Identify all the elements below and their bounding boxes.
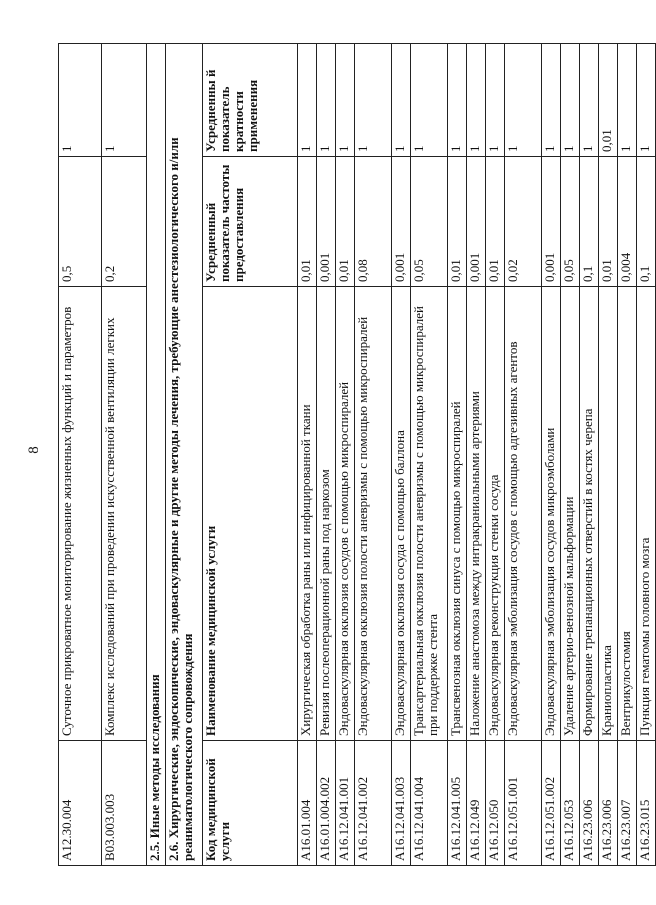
table-row bbox=[486, 44, 505, 866]
table-row bbox=[298, 44, 317, 866]
cell-name: Пункция гематомы головного мозга bbox=[637, 287, 656, 741]
section-row bbox=[166, 44, 203, 866]
cell-mult: 1 bbox=[637, 44, 656, 157]
cell-mult: 1 bbox=[448, 44, 467, 157]
cell-code: A16.12.041.001 bbox=[336, 741, 355, 866]
table-row bbox=[505, 44, 542, 866]
cell-name: Суточное прикроватное мониторирование жизненных функций и параметров bbox=[59, 287, 102, 741]
cell-name: Эндоваскулярная реконструкция стенки сосуда bbox=[486, 287, 505, 741]
cell-freq: 0,02 bbox=[505, 157, 542, 287]
header-freq: Усредненный показатель частоты предоставления bbox=[203, 157, 298, 287]
services-table bbox=[58, 43, 656, 866]
table-row bbox=[317, 44, 336, 866]
cell-code: A16.12.041.003 bbox=[392, 741, 411, 866]
cell-code: A16.23.006 bbox=[599, 741, 618, 866]
cell-freq: 0,01 bbox=[298, 157, 317, 287]
cell-mult: 1 bbox=[317, 44, 336, 157]
cell-mult: 1 bbox=[561, 44, 580, 157]
section-2-6-title: 2.6. Хирургические, эндоскопические, эндоваскулярные и другие методы лечения, требующие анестезиологического и/или реаниматологического сопровождения bbox=[166, 44, 203, 866]
cell-freq: 0,1 bbox=[637, 157, 656, 287]
cell-name: Эндоваскулярная эмболизация сосудов микроэмболами bbox=[542, 287, 561, 741]
cell-code: B03.003.003 bbox=[102, 741, 147, 866]
cell-code: A12.30.004 bbox=[59, 741, 102, 866]
table-row bbox=[355, 44, 392, 866]
page-number: 8 bbox=[26, 446, 42, 454]
cell-mult: 1 bbox=[411, 44, 448, 157]
cell-mult: 1 bbox=[467, 44, 486, 157]
cell-name: Наложение анастомоза между интракраниальными артериями bbox=[467, 287, 486, 741]
cell-name: Эндоваскулярная эмболизация сосудов с помощью адгезивных агентов bbox=[505, 287, 542, 741]
cell-mult: 1 bbox=[336, 44, 355, 157]
cell-code: A16.01.004.002 bbox=[317, 741, 336, 866]
cell-code: A16.12.041.004 bbox=[411, 741, 448, 866]
cell-name: Хирургическая обработка раны или инфицированной ткани bbox=[298, 287, 317, 741]
cell-freq: 0,01 bbox=[448, 157, 467, 287]
table-row bbox=[599, 44, 618, 866]
cell-mult: 1 bbox=[505, 44, 542, 157]
cell-freq: 0,2 bbox=[102, 157, 147, 287]
cell-freq: 0,001 bbox=[542, 157, 561, 287]
cell-code: A16.23.015 bbox=[637, 741, 656, 866]
cell-name: Формирование трепанационных отверстий в костях черепа bbox=[580, 287, 599, 741]
cell-freq: 0,08 bbox=[355, 157, 392, 287]
cell-mult: 1 bbox=[355, 44, 392, 157]
rotated-page-content bbox=[58, 44, 652, 866]
cell-name: Ревизия послеоперационной раны под наркозом bbox=[317, 287, 336, 741]
cell-freq: 0,001 bbox=[392, 157, 411, 287]
cell-freq: 0,004 bbox=[618, 157, 637, 287]
table-row bbox=[618, 44, 637, 866]
cell-code: A16.12.051.002 bbox=[542, 741, 561, 866]
header-name: Наименование медицинской услуги bbox=[203, 287, 298, 741]
table-row bbox=[392, 44, 411, 866]
table-row bbox=[467, 44, 486, 866]
cell-mult: 1 bbox=[618, 44, 637, 157]
table-row bbox=[637, 44, 656, 866]
top-rows bbox=[59, 44, 147, 866]
table-header bbox=[203, 44, 298, 866]
cell-freq: 0,1 bbox=[580, 157, 599, 287]
cell-freq: 0,05 bbox=[561, 157, 580, 287]
cell-code: A16.23.006 bbox=[580, 741, 599, 866]
header-code: Код медицинской услуги bbox=[203, 741, 298, 866]
cell-code: A16.12.049 bbox=[467, 741, 486, 866]
cell-code: A16.12.051.001 bbox=[505, 741, 542, 866]
header-mult: Усредненны й показатель кратности применения bbox=[203, 44, 298, 157]
cell-mult: 1 bbox=[102, 44, 147, 157]
cell-mult: 1 bbox=[59, 44, 102, 157]
cell-mult: 1 bbox=[580, 44, 599, 157]
cell-mult: 1 bbox=[542, 44, 561, 157]
cell-mult: 0,01 bbox=[599, 44, 618, 157]
cell-code: A16.12.041.005 bbox=[448, 741, 467, 866]
cell-mult: 1 bbox=[392, 44, 411, 157]
table-row bbox=[102, 44, 147, 866]
table-row bbox=[580, 44, 599, 866]
cell-name: Эндоваскулярная окклюзия сосуда с помощью баллона bbox=[392, 287, 411, 741]
cell-freq: 0,001 bbox=[467, 157, 486, 287]
table-row bbox=[411, 44, 448, 866]
cell-code: A16.12.050 bbox=[486, 741, 505, 866]
cell-code: A16.01.004 bbox=[298, 741, 317, 866]
cell-mult: 1 bbox=[486, 44, 505, 157]
section-row bbox=[147, 44, 166, 866]
table-row bbox=[542, 44, 561, 866]
cell-code: A16.12.041.002 bbox=[355, 741, 392, 866]
cell-name: Трансвенозная окклюзия синуса с помощью микроспиралей bbox=[448, 287, 467, 741]
sections bbox=[147, 44, 298, 866]
cell-name: Удаление артерио-венозной мальформации bbox=[561, 287, 580, 741]
cell-name: Комплекс исследований при проведении искусственной вентиляции легких bbox=[102, 287, 147, 741]
cell-freq: 0,001 bbox=[317, 157, 336, 287]
section-2-5-title: 2.5. Иные методы исследования bbox=[147, 44, 166, 866]
cell-freq: 0,01 bbox=[486, 157, 505, 287]
cell-mult: 1 bbox=[298, 44, 317, 157]
table-row bbox=[561, 44, 580, 866]
service-rows bbox=[298, 44, 656, 866]
table-row bbox=[336, 44, 355, 866]
cell-code: A16.23.007 bbox=[618, 741, 637, 866]
cell-name: Трансартериальная окклюзия полости аневризмы с помощью микроспиралей при поддержке стента bbox=[411, 287, 448, 741]
cell-name: Краниопластика bbox=[599, 287, 618, 741]
cell-freq: 0,01 bbox=[599, 157, 618, 287]
cell-freq: 0,05 bbox=[411, 157, 448, 287]
cell-freq: 0,01 bbox=[336, 157, 355, 287]
cell-name: Эндоваскулярная окклюзия сосудов с помощью микроспиралей bbox=[336, 287, 355, 741]
cell-name: Эндоваскулярная окклюзия полости аневризмы с помощью микроспиралей bbox=[355, 287, 392, 741]
cell-code: A16.12.053 bbox=[561, 741, 580, 866]
cell-name: Вентрикулостомия bbox=[618, 287, 637, 741]
table-row bbox=[448, 44, 467, 866]
cell-freq: 0,5 bbox=[59, 157, 102, 287]
table-row bbox=[59, 44, 102, 866]
